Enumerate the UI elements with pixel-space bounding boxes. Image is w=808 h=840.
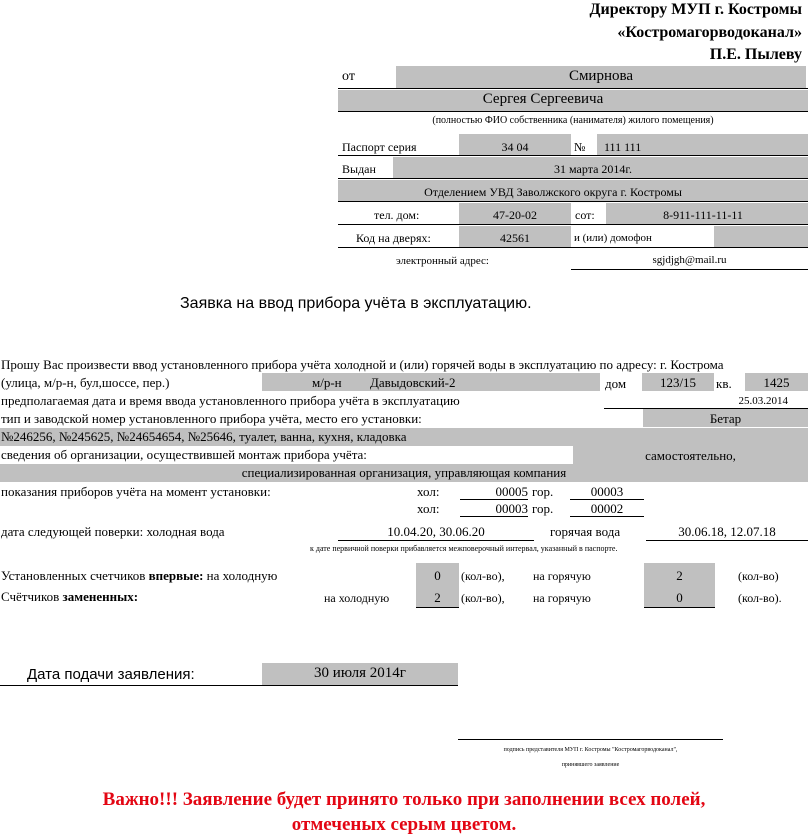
phone-mobile-value: 8-911-111-11-11 <box>663 208 743 222</box>
org-hint: специализированная организация, управляющая компания <box>241 465 567 480</box>
warning-line-1: Важно!!! Заявление будет принято только при заполнении всех полей, <box>102 789 706 810</box>
type-label: тип и заводской номер установленного прибора учёта, место его установки: <box>1 411 422 426</box>
installed-hot-value: 2 <box>676 568 683 583</box>
passport-no-label: № <box>574 140 586 154</box>
readings-label: показания приборов учёта на момент установки: <box>1 484 271 499</box>
intercom-field[interactable] <box>714 226 808 247</box>
email-label: электронный адрес: <box>396 255 489 267</box>
street-name-value: Давыдовский-2 <box>370 375 456 390</box>
fio-hint: (полностью ФИО собственника (нанимателя) жилого помещения) <box>432 115 714 126</box>
hot-label-2: гор. <box>532 501 554 516</box>
house-value: 123/15 <box>659 375 697 390</box>
installed-cold-value: 0 <box>434 568 441 583</box>
from-label: от <box>342 69 355 84</box>
date-label: предполагаемая дата и время ввода установленного прибора учёта в эксплуатацию <box>1 393 460 408</box>
house-label: дом <box>605 376 627 391</box>
addressee-line-3: П.Е. Пылеву <box>709 46 802 63</box>
request-line: Прошу Вас произвести ввод установленного прибора учёта холодной и (или) горячей воды в эксплуатацию по адресу: г. Кострома <box>1 357 724 372</box>
phone-home-value: 47-20-02 <box>493 208 537 222</box>
apt-value: 1425 <box>763 375 790 390</box>
replaced-hot-value: 0 <box>676 590 683 605</box>
signature-line <box>458 739 723 740</box>
count-unit-2: (кол-во) <box>738 569 779 583</box>
document-title: Заявка на ввод прибора учёта в эксплуатацию. <box>180 295 532 312</box>
surname-value: Смирнова <box>568 68 634 84</box>
verify-hot-label: горячая вода <box>550 524 621 539</box>
issued-label: Выдан <box>342 162 376 176</box>
cold-label-1: хол: <box>417 484 440 499</box>
signature-hint-1: подпись представителя МУП г. Костромы "Костромагорводоканал", <box>503 747 678 753</box>
reading-hot-1: 00003 <box>590 484 624 499</box>
serials-value: №246256, №245625, №24654654, №25646, туалет, ванна, кухня, кладовка <box>1 429 407 444</box>
passport-no-value: 111 111 <box>604 140 642 154</box>
street-type-value: м/р-н <box>312 375 342 390</box>
issued-date-value: 31 марта 2014г. <box>554 162 632 176</box>
phone-home-label: тел. дом: <box>374 208 420 222</box>
addressee-line-2: «Костромагорводоканал» <box>617 24 802 41</box>
addressee-line-1: Директору МУП г. Костромы <box>589 1 802 18</box>
issued-by-value: Отделением УВД Заволжского округа г. Костромы <box>424 185 682 199</box>
street-label: (улица, м/р-н, бул,шоссе, пер.) <box>1 375 170 390</box>
verify-note: к дате первичной поверки прибавляется межповерочный интервал, указанный в паспорте. <box>310 544 618 553</box>
reading-hot-2: 00002 <box>590 501 624 516</box>
verify-label: дата следующей поверки: холодная вода <box>1 524 225 539</box>
org-label: сведения об организации, осуществившей монтаж прибора учёта: <box>1 447 367 462</box>
installed-label: Установленных счетчиков впервые: на холодную <box>1 568 278 583</box>
passport-series-label: Паспорт серия <box>342 140 417 154</box>
type-value: Бетар <box>709 411 742 426</box>
cold-label-2: хол: <box>417 501 440 516</box>
count-unit-1b: (кол-во), <box>461 591 505 605</box>
replaced-on-cold-label: на холодную <box>324 591 390 605</box>
phone-mobile-label: сот: <box>575 208 595 222</box>
on-hot-label-2: на горячую <box>533 591 591 605</box>
submit-date-value: 30 июля 2014г <box>314 665 406 681</box>
intercom-label: и (или) домофон <box>574 232 652 244</box>
replaced-label: Счётчиков замененных: <box>1 589 139 604</box>
apt-label: кв. <box>716 376 732 391</box>
reading-cold-1: 00005 <box>495 484 528 499</box>
replaced-cold-value: 2 <box>434 590 441 605</box>
date-value: 25.03.2014 <box>738 395 788 407</box>
warning-line-2: отмеченых серым цветом. <box>291 814 517 835</box>
door-code-label: Код на дверях: <box>356 231 431 245</box>
name-value: Сергея Сергеевича <box>482 91 604 107</box>
submit-label: Дата подачи заявления: <box>27 666 195 683</box>
passport-series-value: 34 04 <box>501 140 529 154</box>
verify-hot-value: 30.06.18, 12.07.18 <box>678 524 776 539</box>
signature-hint-2: принявшего заявление <box>561 762 620 768</box>
count-unit-3: (кол-во). <box>738 591 782 605</box>
reading-cold-2: 00003 <box>495 501 528 516</box>
email-value: sgjdjgh@mail.ru <box>652 254 727 266</box>
on-hot-label-1: на горячую <box>533 569 591 583</box>
hot-label-1: гор. <box>532 484 554 499</box>
verify-cold-value: 10.04.20, 30.06.20 <box>387 524 485 539</box>
org-value: самостоятельно, <box>645 448 736 463</box>
door-code-value: 42561 <box>500 231 530 245</box>
count-unit-1: (кол-во), <box>461 569 505 583</box>
